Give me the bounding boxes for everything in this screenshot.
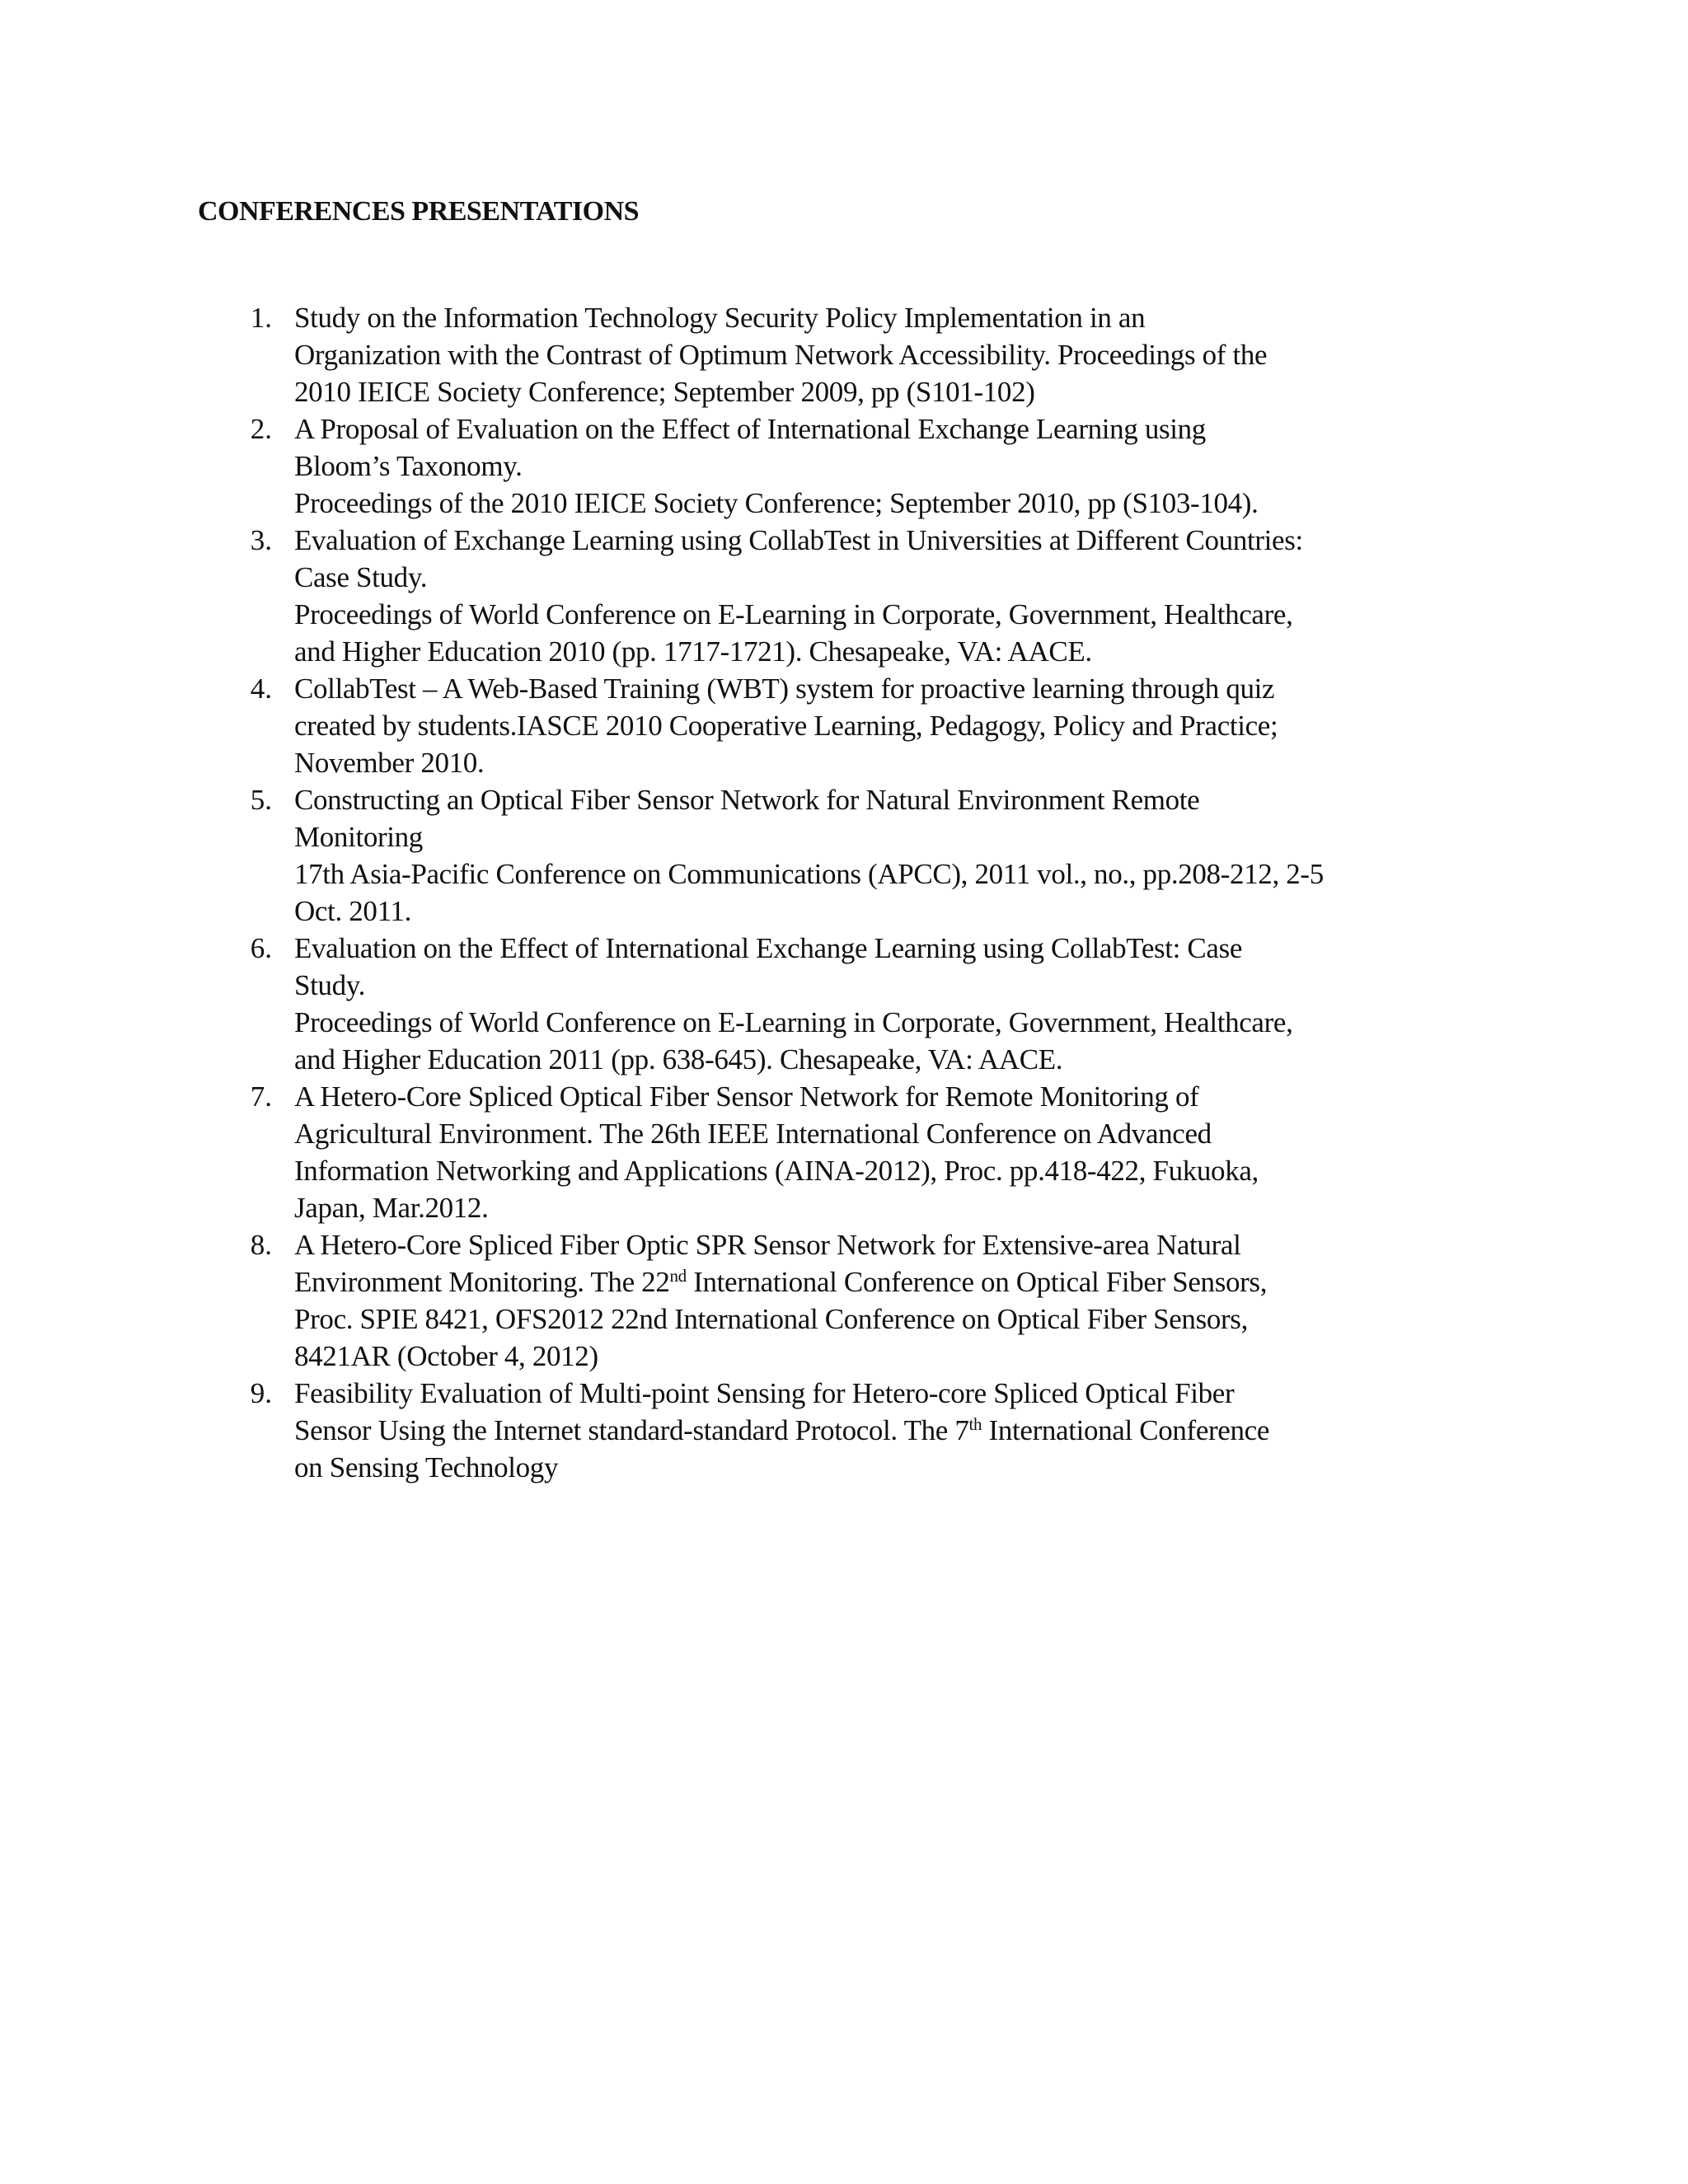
- item-line-with-superscript: [294, 1412, 1493, 1449]
- line-text: International Conference: [982, 1414, 1270, 1446]
- list-item: [0, 410, 1688, 522]
- item-text: [294, 299, 1493, 410]
- item-line: Proceedings of World Conference on E-Learning in Corporate, Government, Healthcare,: [294, 1006, 1293, 1038]
- item-line: Proceedings of the 2010 IEICE Society Conference; September 2010, pp (S103-104).: [294, 487, 1259, 519]
- item-number: 1.: [250, 302, 272, 334]
- list-item: [0, 1226, 1688, 1375]
- item-text: [294, 1375, 1493, 1486]
- item-line: Organization with the Contrast of Optimum Network Accessibility. Proceedings of the: [294, 339, 1268, 371]
- item-line: Proceedings of World Conference on E-Learning in Corporate, Government, Healthcare,: [294, 598, 1293, 630]
- item-line: A Hetero-Core Spliced Optical Fiber Sensor Network for Remote Monitoring of: [294, 1080, 1199, 1113]
- item-line: A Hetero-Core Spliced Fiber Optic SPR Sensor Network for Extensive-area Natural: [294, 1229, 1241, 1261]
- item-line: on Sensing Technology: [294, 1451, 559, 1483]
- item-line: November 2010.: [294, 747, 485, 779]
- item-line: Feasibility Evaluation of Multi-point Sensing for Hetero-core Spliced Optical Fiber: [294, 1377, 1235, 1409]
- item-text: [294, 670, 1493, 781]
- item-line: Evaluation on the Effect of International Exchange Learning using CollabTest: Case: [294, 932, 1243, 964]
- item-number: 6.: [250, 932, 272, 964]
- item-line: Constructing an Optical Fiber Sensor Network for Natural Environment Remote: [294, 784, 1200, 816]
- section-heading: CONFERENCES PRESENTATIONS: [198, 196, 640, 227]
- list-item: [0, 781, 1688, 930]
- item-number: 3.: [250, 524, 272, 556]
- list-item: [0, 930, 1688, 1078]
- item-number: 7.: [250, 1080, 272, 1113]
- item-text: [294, 1226, 1493, 1375]
- item-line: Japan, Mar.2012.: [294, 1192, 489, 1224]
- item-number: 9.: [250, 1377, 272, 1409]
- item-line: Case Study.: [294, 561, 428, 593]
- item-text: [294, 1078, 1493, 1226]
- ordinal-superscript: nd: [669, 1266, 687, 1286]
- item-line: 8421AR (October 4, 2012): [294, 1340, 598, 1372]
- conference-list: [0, 299, 1688, 1486]
- item-text: [294, 781, 1493, 930]
- item-number: 5.: [250, 784, 272, 816]
- line-text: Environment Monitoring. The 22: [294, 1266, 670, 1298]
- item-text: [294, 410, 1493, 522]
- list-item: [0, 670, 1688, 781]
- item-line: Information Networking and Applications (AINA-2012), Proc. pp.418-422, Fukuoka,: [294, 1155, 1259, 1187]
- item-text: [294, 930, 1493, 1078]
- item-line: 17th Asia-Pacific Conference on Communications (APCC), 2011 vol., no., pp.208-212, 2-5: [294, 858, 1324, 890]
- item-number: 4.: [250, 673, 272, 705]
- item-line: Study.: [294, 969, 366, 1001]
- item-line: A Proposal of Evaluation on the Effect of International Exchange Learning using: [294, 413, 1206, 445]
- item-line: and Higher Education 2010 (pp. 1717-1721). Chesapeake, VA: AACE.: [294, 635, 1092, 668]
- item-line: Agricultural Environment. The 26th IEEE International Conference on Advanced: [294, 1118, 1212, 1150]
- item-line: and Higher Education 2011 (pp. 638-645). Chesapeake, VA: AACE.: [294, 1043, 1063, 1076]
- item-line: Proc. SPIE 8421, OFS2012 22nd International Conference on Optical Fiber Sensors,: [294, 1303, 1248, 1335]
- item-line-with-superscript: [294, 1263, 1493, 1301]
- item-line: Study on the Information Technology Security Policy Implementation in an: [294, 302, 1146, 334]
- line-text: International Conference on Optical Fiber Sensors,: [686, 1266, 1268, 1298]
- item-number: 8.: [250, 1229, 272, 1261]
- item-line: 2010 IEICE Society Conference; September 2009, pp (S101-102): [294, 376, 1035, 408]
- item-line: Monitoring: [294, 821, 423, 853]
- item-line: Oct. 2011.: [294, 895, 411, 927]
- item-line: Bloom’s Taxonomy.: [294, 450, 523, 482]
- item-number: 2.: [250, 413, 272, 445]
- item-text: [294, 522, 1493, 670]
- list-item: [0, 1078, 1688, 1226]
- list-item: [0, 522, 1688, 670]
- item-line: Evaluation of Exchange Learning using CollabTest in Universities at Different Countries:: [294, 524, 1303, 556]
- item-line: CollabTest – A Web-Based Training (WBT) system for proactive learning through quiz: [294, 673, 1275, 705]
- list-item: [0, 1375, 1688, 1486]
- item-line: created by students.IASCE 2010 Cooperative Learning, Pedagogy, Policy and Practice;: [294, 710, 1278, 742]
- line-text: Sensor Using the Internet standard-standard Protocol. The 7: [294, 1414, 969, 1446]
- ordinal-superscript: th: [968, 1414, 982, 1434]
- list-item: [0, 299, 1688, 410]
